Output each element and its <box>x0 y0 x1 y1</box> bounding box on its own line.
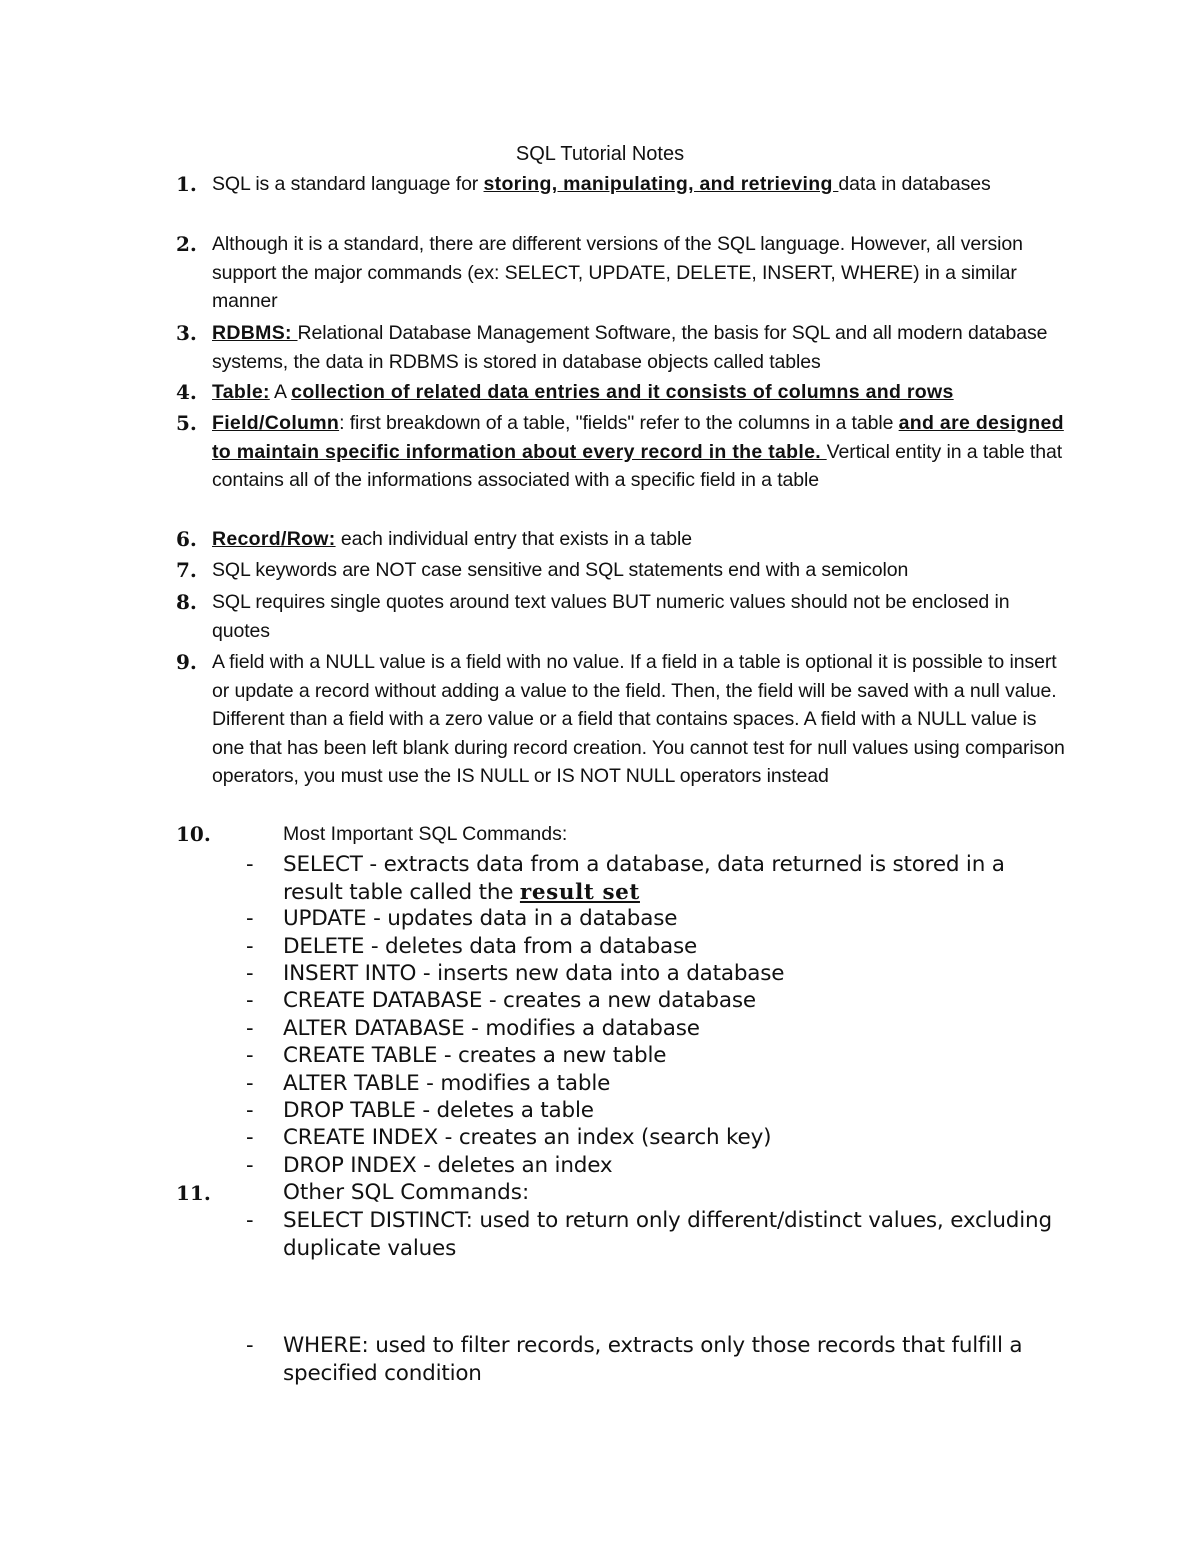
item-text: Record/Row: each individual entry that exists in a table <box>212 528 693 550</box>
bullet-text: CREATE TABLE - creates a new table <box>283 1043 667 1068</box>
item-number: 6. <box>176 527 197 551</box>
dash-marker: - <box>246 1153 254 1177</box>
item-number: 10. <box>176 822 211 846</box>
dash-marker: - <box>246 1016 254 1040</box>
item-number: 8. <box>176 590 197 614</box>
section-heading: Other SQL Commands: <box>283 1180 530 1205</box>
item-number: 3. <box>176 321 197 345</box>
item-text: SQL keywords are NOT case sensitive and SQL statements end with a semicolon <box>212 559 909 581</box>
bullet-text: CREATE DATABASE - creates a new database <box>283 988 756 1013</box>
item-text: Although it is a standard, there are different versions of the SQL language. However, all version support the major commands (ex: SELECT, UPDATE, DELETE, INSERT, WHERE) in a similar manner <box>212 233 1023 313</box>
bullet-text: ALTER TABLE - modifies a table <box>283 1071 611 1096</box>
item-number: 9. <box>176 650 197 674</box>
bullet-text: DROP INDEX - deletes an index <box>283 1153 613 1178</box>
dash-marker: - <box>246 1043 254 1067</box>
bullet-text: DELETE - deletes data from a database <box>283 934 698 959</box>
dash-marker: - <box>246 934 254 958</box>
dash-marker: - <box>246 1125 254 1149</box>
item-text: RDBMS: Relational Database Management Software, the basis for SQL and all modern database systems, the data in RDBMS is stored in database objects called tables <box>212 322 1048 373</box>
item-text: Table: A collection of related data entries and it consists of columns and rows <box>212 381 954 403</box>
bullet-text: DROP TABLE - deletes a table <box>283 1098 594 1123</box>
dash-marker: - <box>246 1208 254 1232</box>
item-text: Field/Column: first breakdown of a table, "fields" refer to the columns in a table and are designed to maintain specific information about every record in the table. Vertical entity in a table that contains all of the informations associated with a specific field in a table <box>212 412 1064 492</box>
item-number: 1. <box>176 172 197 196</box>
dash-marker: - <box>246 1071 254 1095</box>
item-number: 7. <box>176 558 197 582</box>
dash-marker: - <box>246 906 254 930</box>
bullet-text: ALTER DATABASE - modifies a database <box>283 1016 700 1041</box>
item-number: 2. <box>176 232 197 256</box>
item-text: A field with a NULL value is a field with no value. If a field in a table is optional it is possible to insert or update a record without adding a value to the field. Then, the field will be saved with a null value. Different than a field with a zero value or a field that contains spaces. A field with a NULL value is one that has been left blank during record creation. You cannot test for null values using comparison operators, you must use the IS NULL or IS NOT NULL operators instead <box>212 651 1065 788</box>
bullet-text: INSERT INTO - inserts new data into a database <box>283 961 785 986</box>
dash-marker: - <box>246 961 254 985</box>
item-number: 11. <box>176 1181 211 1205</box>
section-heading: Most Important SQL Commands: <box>283 823 568 845</box>
dash-marker: - <box>246 988 254 1012</box>
dash-marker: - <box>246 1333 254 1357</box>
item-number: 5. <box>176 411 197 435</box>
item-number: 4. <box>176 380 197 404</box>
bullet-text: SELECT DISTINCT: used to return only different/distinct values, excluding duplicate values <box>283 1208 1052 1261</box>
bullet-text: CREATE INDEX - creates an index (search key) <box>283 1125 772 1150</box>
dash-marker: - <box>246 1098 254 1122</box>
bullet-text: UPDATE - updates data in a database <box>283 906 678 931</box>
bullet-text: WHERE: used to filter records, extracts only those records that fulfill a specified condition <box>283 1333 1023 1386</box>
item-text: SQL is a standard language for storing, manipulating, and retrieving data in databases <box>212 173 991 195</box>
dash-marker: - <box>246 852 254 876</box>
page-title: SQL Tutorial Notes <box>515 143 685 165</box>
bullet-text: SELECT - extracts data from a database, data returned is stored in a result table called the result set <box>283 852 1005 905</box>
item-text: SQL requires single quotes around text values BUT numeric values should not be enclosed in quotes <box>212 591 1010 642</box>
